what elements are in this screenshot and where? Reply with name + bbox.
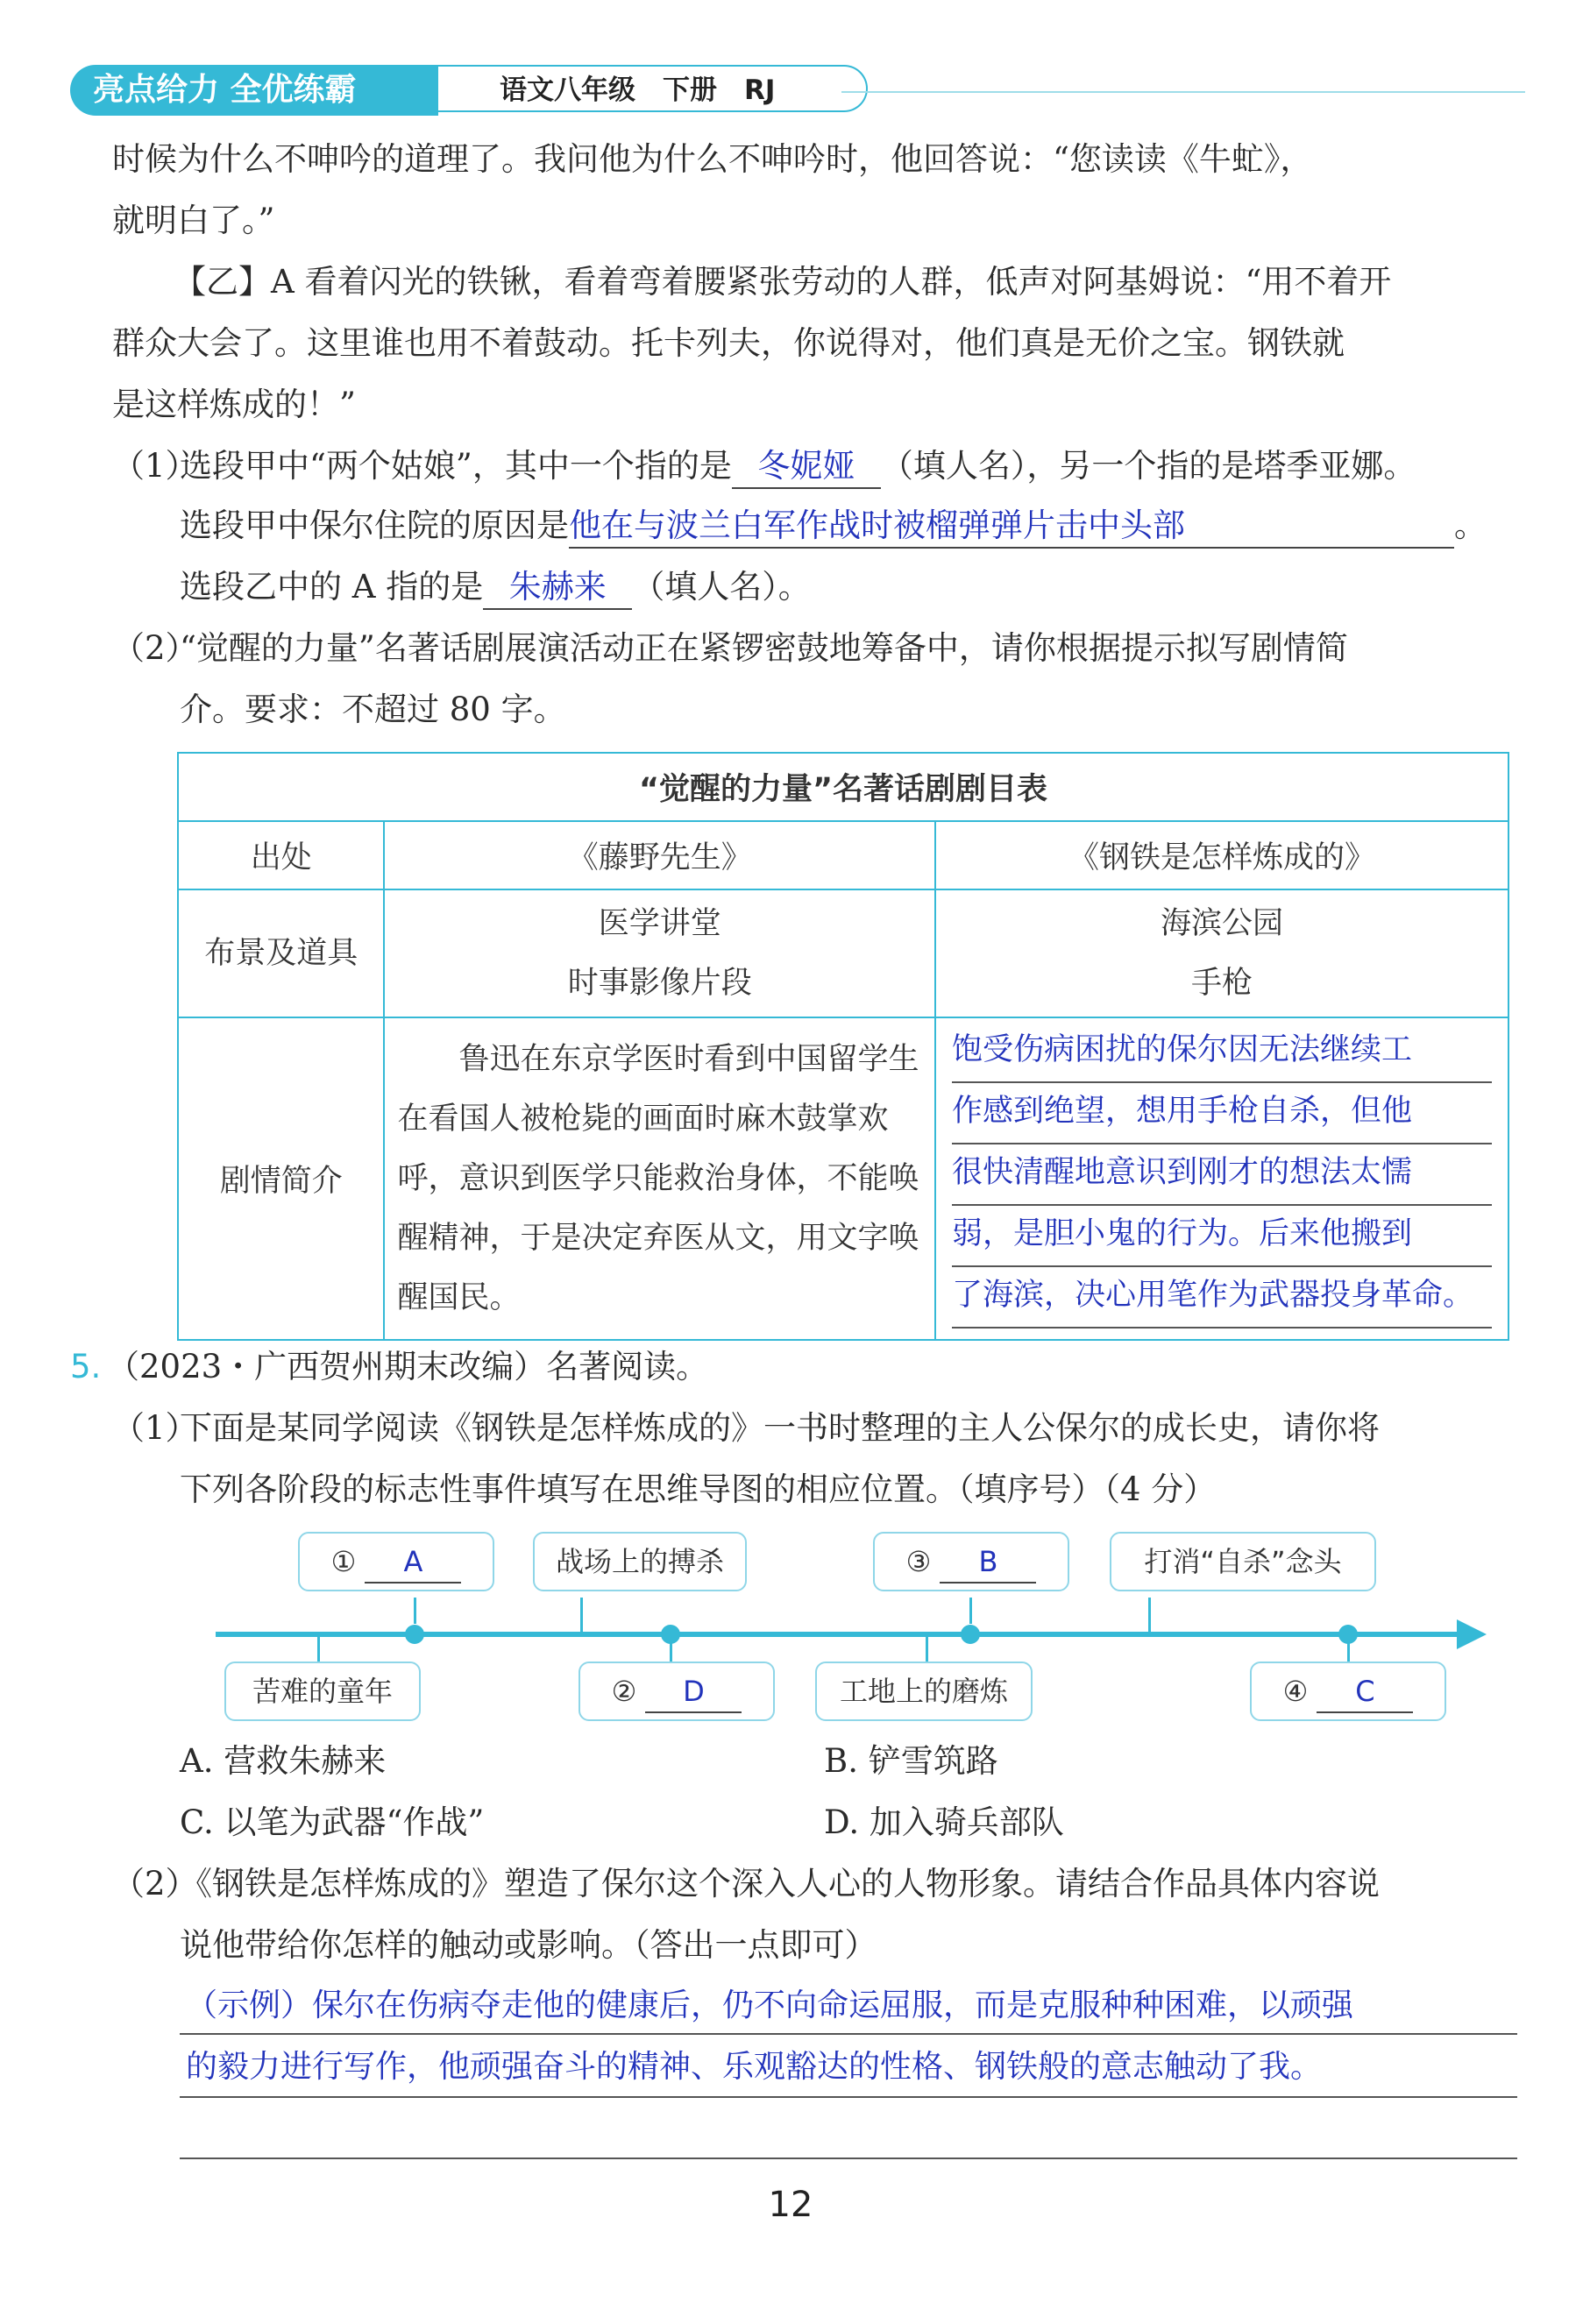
question-text: 选段甲中保尔住院的原因是 bbox=[180, 507, 569, 544]
question-2-line: 介。要求：不超过 80 字。 bbox=[180, 691, 566, 728]
scene-item: 海滨公园 bbox=[1161, 906, 1284, 941]
question-1b bbox=[180, 505, 1487, 549]
table-cell bbox=[935, 889, 1508, 1017]
row-label: 出处 bbox=[178, 821, 384, 889]
page-number: 12 bbox=[768, 2185, 813, 2225]
answer-line: 作感到绝望，想用手枪自杀，但他 bbox=[952, 1083, 1492, 1144]
book-info: 语文八年级 下册 RJ bbox=[429, 65, 868, 112]
table-cell: 《钢铁是怎样炼成的》 bbox=[935, 821, 1508, 889]
scene-item: 医学讲堂 bbox=[598, 906, 721, 941]
passage-line: 是这样炼成的！” bbox=[112, 386, 356, 423]
row-label: 布景及道具 bbox=[178, 889, 384, 1017]
answer-text: 的毅力进行写作，他顽强奋斗的精神、乐观豁达的性格、钢铁般的意志触动了我。 bbox=[186, 2049, 1323, 2085]
passage-line: 时候为什么不呻吟的道理了。我问他为什么不呻吟时，他回答说：“您读读《牛虻》， bbox=[112, 140, 1313, 178]
node-number: ② bbox=[611, 1675, 637, 1708]
node-answer: B bbox=[940, 1541, 1036, 1584]
answer-text: （示例）保尔在伤病夺走他的健康后，仍不向命运屈服，而是克服种种困难，以顽强 bbox=[186, 1987, 1354, 2023]
answer-blank: 朱赫来 bbox=[483, 566, 632, 610]
timeline-node-childhood: 苦难的童年 bbox=[224, 1662, 421, 1721]
series-title: 亮点给力 全优练霸 bbox=[70, 65, 438, 116]
question-5-1-line: 下面是某同学阅读《钢铁是怎样炼成的》一书时整理的主人公保尔的成长史，请你将 bbox=[180, 1409, 1380, 1447]
question-5-title: （2023・广西贺州期末改编）名著阅读。 bbox=[107, 1348, 709, 1385]
header-divider bbox=[841, 91, 1525, 93]
timeline-dot bbox=[1338, 1625, 1358, 1644]
timeline-node-2 bbox=[579, 1662, 775, 1721]
question-text: 。 bbox=[1454, 507, 1487, 544]
node-number: ③ bbox=[905, 1545, 932, 1578]
question-2-line: “觉醒的力量”名著话剧展演活动正在紧锣密鼓地筹备中，请你根据提示拟写剧情简 bbox=[180, 629, 1348, 667]
node-answer: A bbox=[365, 1541, 461, 1584]
answer-line: 了海滨，决心用笔作为武器投身革命。 bbox=[952, 1267, 1492, 1329]
question-5-1-number: （1） bbox=[112, 1409, 198, 1447]
table-cell bbox=[384, 889, 935, 1017]
question-5-2-number: （2） bbox=[112, 1865, 198, 1902]
row-label: 剧情简介 bbox=[178, 1017, 384, 1340]
answer-rule bbox=[180, 2033, 1517, 2035]
question-5-2-line: 《钢铁是怎样炼成的》塑造了保尔这个深入人心的人物形象。请结合作品具体内容说 bbox=[180, 1865, 1380, 1902]
timeline-node-suicide: 打消“自杀”念头 bbox=[1110, 1532, 1376, 1591]
answer-line: 很快清醒地意识到刚才的想法太懦 bbox=[952, 1144, 1492, 1206]
question-text: （填人名），另一个指的是塔季亚娜。 bbox=[880, 447, 1416, 485]
timeline-tick bbox=[969, 1598, 972, 1624]
timeline-axis bbox=[216, 1632, 1460, 1637]
timeline-node-battlefield: 战场上的搏杀 bbox=[533, 1532, 747, 1591]
play-table bbox=[177, 752, 1509, 1341]
answer-blank: 他在与波兰白军作战时被榴弹弹片击中头部 bbox=[569, 505, 1454, 549]
question-1a bbox=[180, 445, 1416, 489]
timeline-dot bbox=[961, 1625, 980, 1644]
scene-item: 手枪 bbox=[1191, 966, 1253, 1001]
timeline-tick bbox=[414, 1598, 416, 1624]
plot-answer bbox=[935, 1017, 1508, 1340]
page-header bbox=[70, 65, 806, 117]
timeline-arrow-icon bbox=[1457, 1619, 1487, 1649]
passage-line: 【乙】A 看着闪光的铁锹，看着弯着腰紧张劳动的人群，低声对阿基姆说：“用不着开 bbox=[174, 263, 1392, 301]
question-text: 选段甲中“两个姑娘”，其中一个指的是 bbox=[180, 447, 732, 485]
table-cell: 《藤野先生》 bbox=[384, 821, 935, 889]
option-c: C. 以笔为武器“作战” bbox=[180, 1803, 485, 1841]
table-caption: “觉醒的力量”名著话剧剧目表 bbox=[178, 753, 1508, 821]
answer-rule bbox=[180, 2096, 1517, 2098]
option-a: A. 营救朱赫来 bbox=[180, 1742, 387, 1780]
question-text: 选段乙中的 A 指的是 bbox=[180, 568, 484, 606]
answer-rule bbox=[180, 2157, 1517, 2159]
answer-line: 弱，是胆小鬼的行为。后来他搬到 bbox=[952, 1206, 1492, 1267]
scene-item: 时事影像片段 bbox=[567, 966, 752, 1001]
node-answer: D bbox=[645, 1671, 742, 1713]
question-1-number: （1） bbox=[112, 447, 198, 485]
question-5-2-line: 说他带给你怎样的触动或影响。（答出一点即可） bbox=[180, 1926, 877, 1964]
timeline-dot bbox=[405, 1625, 424, 1644]
passage-line: 群众大会了。这里谁也用不着鼓动。托卡列夫，你说得对，他们真是无价之宝。钢铁就 bbox=[112, 324, 1345, 362]
question-text: （填人名）。 bbox=[632, 568, 811, 606]
plot-summary: 鲁迅在东京学医时看到中国留学生在看国人被枪毙的画面时麻木鼓掌欢呼，意识到医学只能救治身体，不能唤醒精神，于是决定弃医从文，用文字唤醒国民。 bbox=[384, 1017, 935, 1340]
question-1c bbox=[180, 566, 811, 610]
timeline-node-4 bbox=[1250, 1662, 1446, 1721]
node-number: ① bbox=[330, 1545, 357, 1578]
timeline-node-1 bbox=[298, 1532, 494, 1591]
node-number: ④ bbox=[1282, 1675, 1309, 1708]
option-b: B. 铲雪筑路 bbox=[824, 1742, 998, 1780]
question-5-number: 5. bbox=[70, 1348, 102, 1385]
timeline-tick bbox=[580, 1598, 583, 1633]
timeline-tick bbox=[1148, 1598, 1151, 1633]
option-d: D. 加入骑兵部队 bbox=[824, 1803, 1064, 1841]
timeline-node-3 bbox=[873, 1532, 1069, 1591]
passage-line: 就明白了。” bbox=[112, 202, 275, 239]
answer-blank: 冬妮娅 bbox=[732, 445, 881, 489]
timeline-dot bbox=[661, 1625, 680, 1644]
answer-line: 饱受伤病困扰的保尔因无法继续工 bbox=[952, 1022, 1492, 1083]
node-answer: C bbox=[1317, 1671, 1413, 1713]
timeline-node-worksite: 工地上的磨炼 bbox=[815, 1662, 1033, 1721]
question-2-number: （2） bbox=[112, 629, 198, 667]
question-5-1-line: 下列各阶段的标志性事件填写在思维导图的相应位置。（填序号）（4 分） bbox=[180, 1470, 1217, 1508]
